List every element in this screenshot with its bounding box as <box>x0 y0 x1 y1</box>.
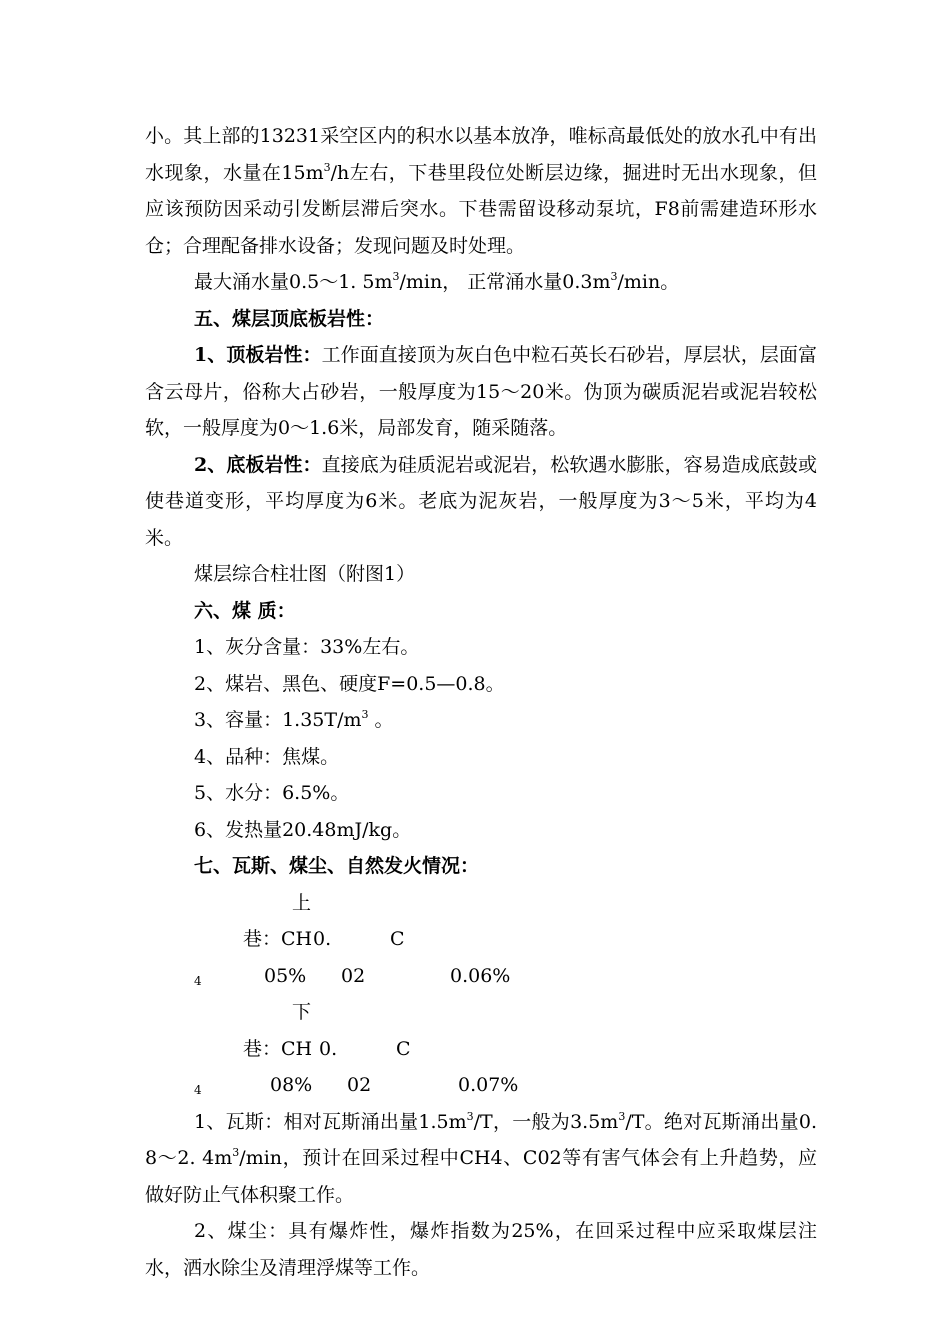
list-item: 5、水分：6.5%。 <box>194 782 350 804</box>
co2-value: 0.07% <box>458 1074 519 1096</box>
list-item: 1、灰分含量：33%左右。 <box>194 636 420 658</box>
roof-label: 1、顶板岩性： <box>194 344 322 366</box>
roof-text: 工作面直接顶为灰白色中粒石英长石砂岩，厚层状，层面富含云母片，俗称大占砂岩，一般厚度为15～20米。伪顶为碳质泥岩或泥岩较松软，一般厚度为0～1.6米，局部发育，随采随落。 <box>145 344 817 439</box>
paragraph-floor <box>145 447 817 557</box>
co2-value: 0.06% <box>450 964 511 987</box>
co2-label: C02 <box>341 928 405 987</box>
list-item: 6、发热量20.48mJ/kg。 <box>194 818 412 841</box>
paragraph-roof <box>145 337 817 447</box>
text-run: /T，一般为3.5m <box>473 1110 619 1133</box>
text-run: 最大涌水量0.5～1. 5m <box>194 271 393 293</box>
paragraph-gas <box>145 1104 817 1214</box>
text-run: 3、容量：1.35T/m <box>194 709 362 731</box>
text-run: 下巷：CH <box>243 1001 313 1060</box>
list-item: 4、品种：焦煤。 <box>194 745 340 768</box>
text-run: /min。 <box>617 271 680 293</box>
gas-row-upper <box>145 885 817 995</box>
ch4-value: 0.08% <box>270 1037 338 1096</box>
superscript: 3 <box>610 270 618 283</box>
text-run: /min， 正常涌水量0.3m <box>399 271 611 293</box>
superscript: 3 <box>466 1109 474 1123</box>
floor-text: 直接底为硅质泥岩或泥岩，松软遇水膨胀，容易造成底鼓或使巷道变形，平均厚度为6米。老底为泥灰岩，一般厚度为3～5米，平均为4米。 <box>145 453 817 549</box>
text-run: 上巷：CH <box>243 891 313 950</box>
superscript: 3 <box>232 1146 240 1159</box>
gas-row-lower <box>145 994 817 1104</box>
subscript: 4 <box>194 1083 202 1097</box>
text-run: /min，预计在回采过程中CH4、C02等有害气体会有上升趋势，应做好防止气体积聚工作。 <box>145 1147 817 1206</box>
superscript: 3 <box>618 1109 626 1123</box>
superscript: 3 <box>392 270 400 283</box>
text-run: 小。其上部的13231采空区内的积水以基本放净，唯标高最低处的放水孔中有出水现象，水量在15m <box>145 125 817 184</box>
paragraph-water-inflow <box>145 264 817 301</box>
list-item <box>145 702 817 739</box>
ch4-value: 0.05% <box>264 928 332 987</box>
section-heading-6: 六、煤 质： <box>194 599 296 622</box>
text-run: /h左右，下巷里段位处断层边缘，掘进时无出水现象，但应该预防因采动引发断层滞后突水。下巷需留设移动泵坑，F8前需建造环形水仓；合理配备排水设备；发现问题及时处理。 <box>145 161 817 257</box>
floor-label: 2、底板岩性： <box>194 453 322 476</box>
subscript: 4 <box>194 973 202 988</box>
document-page <box>145 118 817 1286</box>
superscript: 3 <box>361 708 369 721</box>
paragraph-dust: 2、煤尘：具有爆炸性，爆炸指数为25%，在回采过程中应采取煤层注水，洒水除尘及清理浮煤等工作。 <box>145 1220 817 1279</box>
list-item: 2、煤岩、黑色、硬度F=0.5—0.8。 <box>194 672 505 695</box>
figure-reference: 煤层综合柱壮图（附图1） <box>194 563 416 585</box>
section-heading-5: 五、煤层顶底板岩性： <box>194 307 385 330</box>
superscript: 3 <box>323 160 331 174</box>
text-run: /T。绝对瓦斯涌出量0.8～2. 4m <box>145 1110 817 1169</box>
text-run: 。 <box>368 709 394 731</box>
text-run: 1、瓦斯：相对瓦斯涌出量1.5m <box>194 1110 467 1133</box>
section-heading-7: 七、瓦斯、煤尘、自然发火情况： <box>194 855 480 877</box>
co2-label: C02 <box>347 1037 411 1096</box>
paragraph-water <box>145 118 817 264</box>
